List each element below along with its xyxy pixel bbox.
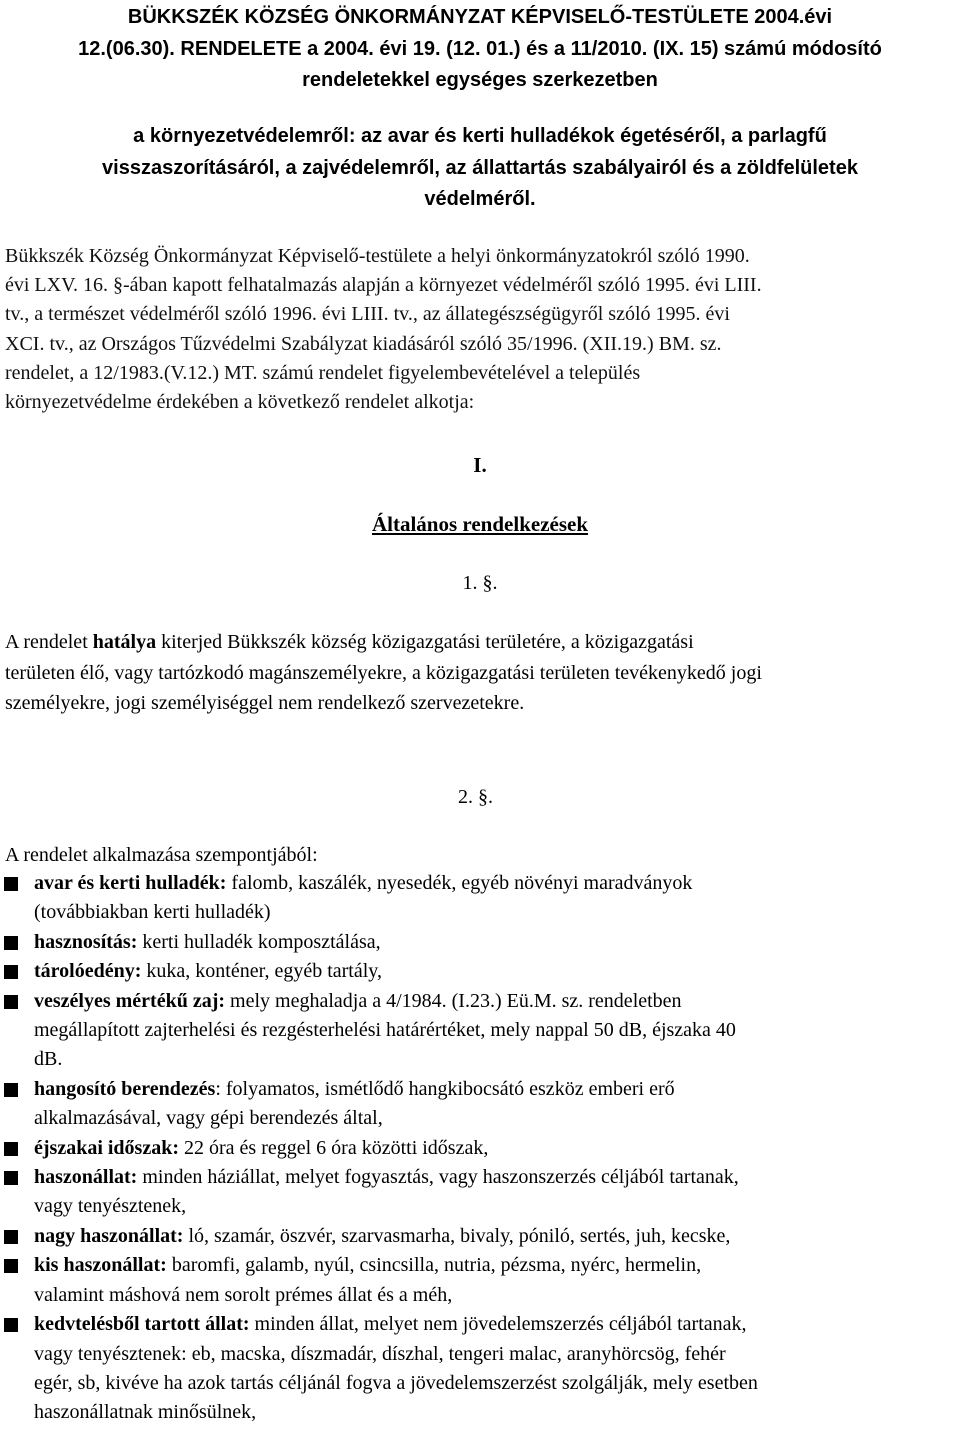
- definition-text-line: haszonállatnak minősülnek,: [34, 1401, 257, 1424]
- preamble-line-5: rendelet, a 12/1983.(V.12.) MT. számú rendelet figyelembevételével a település: [5, 361, 641, 384]
- definition-term: hangosító berendezés: [34, 1077, 216, 1100]
- definition-term: kis haszonállat:: [34, 1254, 167, 1277]
- preamble-line-1: Bükkszék Község Önkormányzat Képviselő-testülete a helyi önkormányzatokról szóló 1990.: [5, 245, 750, 267]
- square-bullet-icon: [4, 1259, 18, 1273]
- definition-text-line: dB.: [34, 1048, 63, 1071]
- title-line-2: 12.(06.30). RENDELETE a 2004. évi 19. (12. 01.) és a 11/2010. (IX. 15) számú módosító: [78, 37, 882, 60]
- paragraph-1-text: [5, 627, 955, 719]
- title-line-1: BÜKKSZÉK KÖZSÉG ÖNKORMÁNYZAT KÉPVISELŐ-TESTÜLETE 2004.évi: [127, 6, 833, 28]
- definition-term: tárolóedény:: [34, 960, 142, 983]
- definition-item: [0, 928, 934, 957]
- definitions-list: [0, 869, 960, 1428]
- preamble-line-2: évi LXV. 16. §-ában kapott felhatalmazás alapján a környezet védelméről szóló 1995. évi LIII.: [5, 274, 762, 297]
- document-title: [30, 2, 930, 97]
- definition-text-line: megállapított zajterhelési és rezgésterhelési határértéket, mely nappal 50 dB, éjszaka 40: [34, 1019, 736, 1042]
- preamble-line-6: környezetvédelme érdekében a következő rendelet alkotja:: [5, 391, 475, 414]
- definition-text-line: (továbbiakban kerti hulladék): [34, 901, 271, 924]
- definition-text-line: minden háziállat, melyet fogyasztás, vagy haszonszerzés céljából tartanak,: [142, 1166, 739, 1189]
- definition-text-line: : folyamatos, ismétlődő hangkibocsátó eszköz emberi erő: [215, 1077, 675, 1100]
- preamble-line-3: tv., a természet védelméről szóló 1996. évi LIII. tv., az állategészségügyről szóló 1995. évi: [5, 303, 730, 326]
- preamble: [5, 242, 955, 417]
- definition-term: hasznosítás:: [34, 930, 138, 953]
- definition-text-line: alkalmazásával, vagy gépi berendezés által,: [34, 1107, 383, 1130]
- paragraph-1-number: 1. §.: [462, 572, 498, 594]
- definition-term: nagy haszonállat:: [34, 1224, 184, 1247]
- paragraph-2-number: 2. §.: [458, 786, 493, 808]
- square-bullet-icon: [4, 1318, 18, 1332]
- definition-item: [0, 1310, 934, 1428]
- definition-text-line: 22 óra és reggel 6 óra közötti időszak,: [184, 1136, 489, 1159]
- definition-term: éjszakai időszak:: [34, 1136, 179, 1159]
- paragraph-1-line-3: személyekre, jogi személyiséggel nem rendelkező szervezetekre.: [5, 692, 525, 714]
- definition-term: veszélyes mértékű zaj:: [34, 989, 226, 1012]
- subtitle-line-2: visszaszorításáról, a zajvédelemről, az állattartás szabályairól és a zöldfelületek: [102, 156, 858, 179]
- square-bullet-icon: [4, 1230, 18, 1244]
- document-subtitle: [40, 121, 920, 216]
- definition-text-line: valamint máshová nem sorolt prémes állat és a méh,: [34, 1283, 453, 1306]
- definition-text-line: ló, szamár, öszvér, szarvasmarha, bivaly, póniló, sertés, juh, kecske,: [188, 1224, 731, 1247]
- title-line-3: rendeletekkel egységes szerkezetben: [302, 69, 658, 91]
- definition-text-line: mely meghaladja a 4/1984. (I.23.) Eü.M. sz. rendeletben: [230, 989, 682, 1012]
- definition-item: [0, 1222, 934, 1251]
- preamble-line-4: XCI. tv., az Országos Tűzvédelmi Szabályzat kiadásáról szóló 35/1996. (XII.19.) BM. sz.: [5, 332, 722, 355]
- paragraph-1-bold-term: hatálya: [92, 631, 157, 653]
- definition-item: [0, 1075, 934, 1134]
- definition-item: [0, 869, 934, 928]
- section-title: Általános rendelkezések: [371, 512, 589, 536]
- definition-text-line: falomb, kaszálék, nyesedék, egyéb növényi maradványok: [231, 872, 693, 894]
- paragraph-1-line-2: területen élő, vagy tartózkodó magánszemélyekre, a közigazgatási területen tevékenykedő jogi: [5, 661, 762, 684]
- square-bullet-icon: [4, 995, 18, 1009]
- subtitle-line-3: védelméről.: [424, 188, 536, 210]
- square-bullet-icon: [4, 1142, 18, 1156]
- section-number: I.: [473, 453, 487, 477]
- definition-text-line: minden állat, melyet nem jövedelemszerzés céljából tartanak,: [254, 1313, 747, 1336]
- definition-item: [0, 1163, 934, 1222]
- definition-text-line: kerti hulladék komposztálása,: [142, 930, 381, 953]
- definition-text-line: kuka, konténer, egyéb tartály,: [146, 960, 382, 983]
- square-bullet-icon: [4, 936, 18, 950]
- definition-item: [0, 987, 934, 1075]
- square-bullet-icon: [4, 1171, 18, 1185]
- definition-item: [0, 1251, 934, 1310]
- paragraph-2-lead: A rendelet alkalmazása szempontjából:: [5, 844, 318, 866]
- definition-text-line: baromfi, galamb, nyúl, csincsilla, nutria, pézsma, nyérc, hermelin,: [171, 1254, 702, 1277]
- paragraph-1-text-before: A rendelet: [5, 631, 88, 653]
- square-bullet-icon: [4, 877, 18, 891]
- square-bullet-icon: [4, 1083, 18, 1097]
- definition-text-line: vagy tenyésztenek,: [34, 1195, 187, 1218]
- paragraph-1-line-1-rest: kiterjed Bükkszék község közigazgatási területére, a közigazgatási: [161, 631, 694, 653]
- definition-term: kedvtelésből tartott állat:: [34, 1313, 250, 1336]
- definition-text-line: egér, sb, kivéve ha azok tartás céljánál fogva a jövedelemszerzést szolgálják, mely esetben: [34, 1371, 758, 1394]
- definition-term: avar és kerti hulladék:: [34, 872, 227, 894]
- subtitle-line-1: a környezetvédelemről: az avar és kerti hulladékok égetéséről, a parlagfű: [133, 125, 827, 147]
- definition-item: [0, 1134, 934, 1163]
- definition-item: [0, 957, 934, 986]
- square-bullet-icon: [4, 965, 18, 979]
- definition-term: haszonállat:: [34, 1166, 138, 1189]
- definition-text-line: vagy tenyésztenek: eb, macska, díszmadár, díszhal, tengeri malac, aranyhörcsög, fehér: [34, 1342, 726, 1365]
